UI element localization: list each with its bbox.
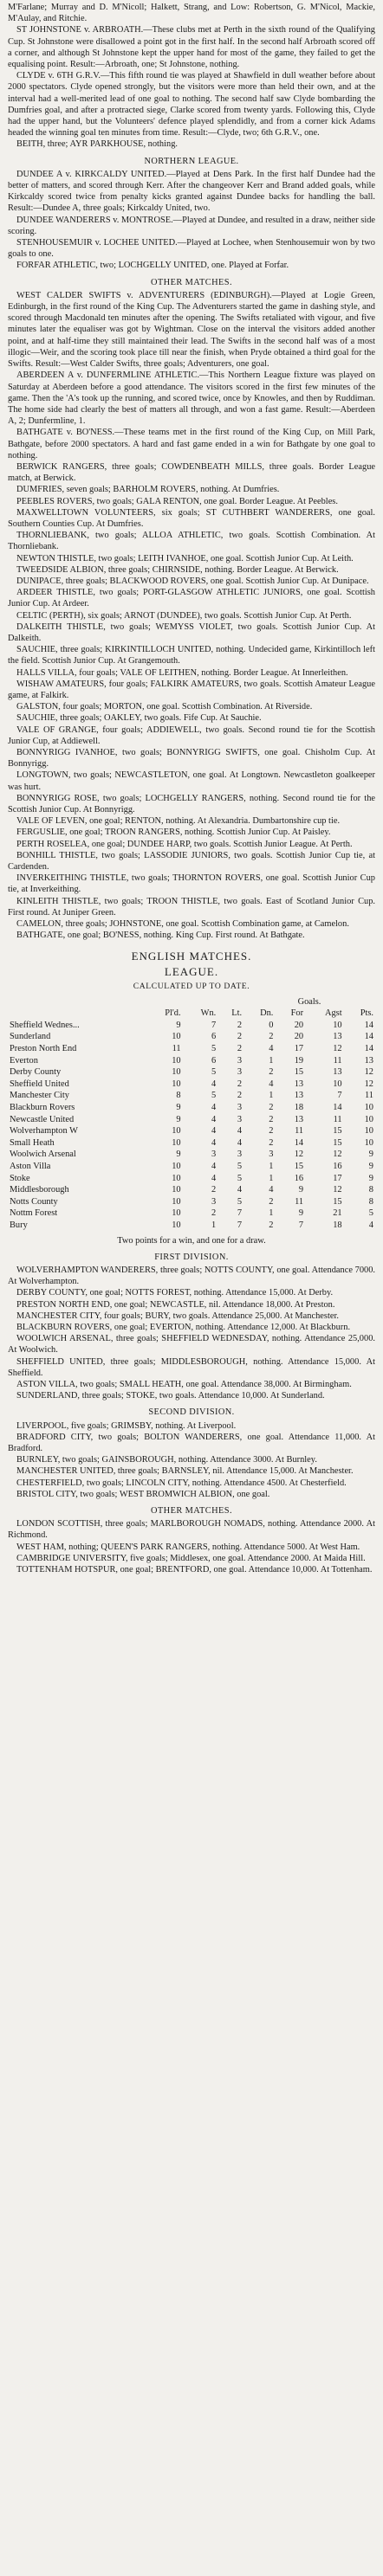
table-row	[8, 1161, 375, 1173]
table-row	[8, 1184, 375, 1196]
table-cell: 14	[364, 1032, 373, 1042]
table-cell: 9	[176, 1020, 181, 1030]
northern-league-reports	[8, 169, 375, 272]
table-cell: 10	[364, 1137, 373, 1148]
team-name: Small Heath	[10, 1137, 55, 1148]
table-cell: 2	[269, 1114, 274, 1124]
table-cell: 4	[211, 1126, 217, 1137]
match-report: BONNYRIGG ROSE, two goals; LOCHGELLY RANGERS, nothing. Second round tie for the Scottish Junior Cup. At Bonnyrigg.	[8, 793, 375, 815]
other-matches-heading: OTHER MATCHES.	[151, 277, 232, 287]
table-cell: 2	[269, 1196, 274, 1207]
team-name: Everton	[10, 1055, 38, 1066]
table-cell: 9	[298, 1208, 304, 1219]
league-table-body	[8, 1020, 375, 1232]
match-report: LONGTOWN, two goals; NEWCASTLETON, one goal. At Longtown. Newcastleton goalkeeper was hurt.	[8, 770, 375, 792]
table-row	[8, 1173, 375, 1185]
table-row	[8, 1114, 375, 1126]
table-cell: 1	[269, 1208, 274, 1219]
table-row	[8, 1020, 375, 1032]
match-report: CLYDE v. 6TH G.R.V.—This fifth round tie was played at Shawfield in dull weather before about 2000 spectators. Clyde opened strongly, but the visitors were more than held their own, and at the interval had a well-merited lead of one goal to nothing. The second half saw Clyde bombarding the Dumfries goal, and after a protracted siege, Clarke scored from twenty yards. Following this, Clyde had the upper hand, but the Volunteers' defence played splendidly, and from a corner kick Adams headed the winning goal ten minutes from time. Result:—Clyde, two; 6th G.R.V., one.	[8, 71, 375, 138]
table-cell: 11	[172, 1044, 181, 1054]
match-report: INVERKEITHING THISTLE, two goals; THORNTON ROVERS, one goal. Scottish Junior Cup tie, at Inverkeithing.	[8, 873, 375, 895]
table-cell: 10	[172, 1126, 181, 1137]
first-division-heading: FIRST DIVISION.	[154, 1252, 229, 1262]
table-cell: 2	[269, 1126, 274, 1137]
match-report: FORFAR ATHLETIC, two; LOCHGELLY UNITED, one. Played at Forfar.	[16, 261, 289, 271]
match-report: MAXWELLTOWN VOLUNTEERS, six goals; ST CUTHBERT WANDERERS, one goal. Southern Counties Cup. At Dumfries.	[8, 507, 375, 529]
match-report: BATHGATE v. BO'NESS.—These teams met in the first round of the King Cup, on Mill Park, Bathgate, before 2000 spectators. A hard and fast game ended in a win for Bathgate by one goal to nothing.	[8, 428, 375, 460]
table-cell: 2	[237, 1044, 243, 1054]
table-row	[8, 1090, 375, 1102]
match-report: PRESTON NORTH END, one goal; NEWCASTLE, nil. Attendance 18,000. At Preston.	[16, 1299, 335, 1310]
table-cell: 5	[211, 1067, 217, 1078]
table-cell: 4	[269, 1044, 274, 1054]
table-row	[8, 1102, 375, 1114]
match-report: ARDEER THISTLE, two goals; PORT-GLASGOW ATHLETIC JUNIORS, one goal. Scottish Junior Cup. At Ardeer.	[8, 588, 375, 609]
calculated-subheading: CALCULATED UP TO DATE.	[133, 982, 250, 992]
table-cell: 4	[211, 1103, 217, 1112]
match-report: SAUCHIE, three goals; KIRKINTILLOCH UNITED, nothing. Undecided game, Kirkintilloch left the field. Scottish Junior Cup. At Grangemouth.	[8, 645, 375, 667]
team-name: Stoke	[10, 1173, 30, 1183]
table-cell: 14	[364, 1020, 373, 1030]
table-cell: 4	[269, 1079, 274, 1089]
table-cell: 7	[211, 1020, 217, 1030]
table-cell: 18	[294, 1103, 304, 1112]
match-report: VALE OF GRANGE, four goals; ADDIEWELL, two goals. Second round tie for the Scottish Junior Cup, at Addiewell.	[8, 724, 375, 746]
match-report: SUNDERLAND, three goals; STOKE, two goals. Attendance 10,000. At Sunderland.	[16, 1391, 325, 1401]
league-table-header	[8, 1008, 375, 1020]
table-cell: 5	[211, 1091, 217, 1101]
table-cell: 10	[172, 1079, 181, 1089]
table-cell: 11	[295, 1196, 304, 1207]
table-cell: 10	[364, 1126, 373, 1137]
match-report: WOLVERHAMPTON WANDERERS, three goals; NOTTS COUNTY, one goal. Attendance 7000. At Wolverhampton.	[8, 1265, 375, 1287]
table-cell: 3	[211, 1196, 217, 1207]
second-division-reports	[8, 1420, 375, 1500]
table-cell: 10	[172, 1067, 181, 1078]
match-report: WEST HAM, nothing; QUEEN'S PARK RANGERS, nothing. Attendance 5000. At West Ham.	[16, 1542, 360, 1552]
table-cell: 15	[333, 1126, 342, 1137]
table-cell: 12	[333, 1044, 342, 1054]
match-report: SHEFFIELD UNITED, three goals; MIDDLESBOROUGH, nothing. Attendance 15,000. At Sheffield.	[8, 1356, 375, 1378]
table-cell: 4	[211, 1161, 217, 1171]
table-cell: 4	[211, 1079, 217, 1089]
table-cell: 9	[368, 1161, 373, 1171]
match-report: BERWICK RANGERS, three goals; COWDENBEATH MILLS, three goals. Border League match, at Berwick.	[8, 461, 375, 484]
table-row	[8, 1043, 375, 1055]
match-report: ABERDEEN A v. DUNFERMLINE ATHLETIC.—This Northern League fixture was played on Saturday at Aberdeen before a good attendance. The visitors scored in the first few minutes of the game. Then the 'A's took up the running, and scored twice, once by Knowles, and then by Ruddiman. The home side had clearly the best of matters all through, and won a fast game. Result:—Aberdeen A, 2; Dunfermline, 1.	[8, 370, 375, 427]
table-cell: 7	[237, 1220, 243, 1230]
match-report: MANCHESTER CITY, four goals; BURY, two goals. Attendance 25,000. At Manchester.	[16, 1311, 339, 1321]
second-division-heading: SECOND DIVISION.	[148, 1407, 235, 1418]
table-row	[8, 1208, 375, 1220]
table-cell: 10	[172, 1137, 181, 1148]
table-cell: 3	[237, 1055, 243, 1066]
team-name: Sheffield United	[10, 1079, 69, 1089]
team-name: Nottm Forest	[10, 1208, 58, 1219]
table-cell: 2	[237, 1032, 243, 1042]
table-cell: 11	[364, 1091, 373, 1101]
table-cell: 3	[237, 1067, 243, 1078]
table-cell: 10	[172, 1196, 181, 1207]
table-cell: 13	[333, 1032, 342, 1042]
match-report: BATHGATE, one goal; BO'NESS, nothing. King Cup. First round. At Bathgate.	[16, 931, 305, 941]
table-cell: 4	[211, 1137, 217, 1148]
goals-column-group: Goals.	[297, 996, 321, 1007]
match-report: DALKEITH THISTLE, two goals; WEMYSS VIOLET, two goals. Scottish Junior Cup. At Dalkeith.	[8, 621, 375, 643]
english-other-matches-reports	[8, 1518, 375, 1575]
table-cell: 2	[269, 1067, 274, 1078]
points-note: Two points for a win, and one for a draw.	[117, 1235, 266, 1246]
table-cell: 15	[294, 1067, 304, 1078]
league-column-header: Pl'd.	[165, 1008, 181, 1019]
table-cell: 6	[211, 1055, 217, 1066]
table-cell: 12	[364, 1067, 373, 1078]
table-cell: 3	[211, 1150, 217, 1160]
table-cell: 5	[211, 1044, 217, 1054]
table-cell: 12	[333, 1150, 342, 1160]
english-matches-heading: ENGLISH MATCHES.	[131, 950, 252, 963]
table-row	[8, 1125, 375, 1137]
match-report: ST JOHNSTONE v. ARBROATH.—These clubs met at Perth in the sixth round of the Qualifying Cup. St Johnstone were disallowed a point got in the first half. In the second half Arbroath scored off a corner, and although St Johnstone kept the upper hand for most of the game, they failed to get the equalising point. Result:—Arbroath, one; St Johnstone, nothing.	[8, 25, 375, 70]
table-cell: 2	[237, 1079, 243, 1089]
match-report: NEWTON THISTLE, two goals; LEITH IVANHOE, one goal. Scottish Junior Cup. At Leith.	[16, 553, 354, 564]
table-cell: 10	[333, 1079, 342, 1089]
match-report: CHESTERFIELD, two goals; LINCOLN CITY, nothing. Attendance 4500. At Chesterfield.	[16, 1478, 347, 1488]
team-name: Bury	[10, 1220, 28, 1230]
match-report: BLACKBURN ROVERS, one goal; EVERTON, nothing. Attendance 12,000. At Blackburn.	[16, 1322, 351, 1332]
match-report: CAMBRIDGE UNIVERSITY, five goals; Middlesex, one goal. Attendance 2000. At Maida Hill.	[16, 1553, 366, 1563]
league-column-header: For	[290, 1008, 304, 1019]
table-cell: 19	[294, 1055, 304, 1066]
table-cell: 3	[269, 1150, 274, 1160]
match-report: LONDON SCOTTISH, three goals; MARLBOROUGH NOMADS, nothing. Attendance 2000. At Richmond.	[8, 1519, 375, 1541]
table-cell: 4	[237, 1185, 243, 1195]
table-cell: 6	[211, 1032, 217, 1042]
match-report: WISHAW AMATEURS, four goals; FALKIRK AMATEURS, two goals. Scottish Amateur League game, at Falkirk.	[8, 679, 375, 700]
table-cell: 4	[368, 1220, 373, 1230]
table-row	[8, 1079, 375, 1091]
table-row	[8, 1066, 375, 1079]
team-name: Manchester City	[10, 1091, 69, 1101]
table-cell: 20	[294, 1032, 304, 1042]
team-name: Wolverhampton W	[10, 1126, 78, 1137]
league-column-header: Wn.	[200, 1008, 217, 1019]
northern-league-heading: NORTHERN LEAGUE.	[144, 156, 239, 166]
match-report: DUMFRIES, seven goals; BARHOLM ROVERS, nothing. At Dumfries.	[16, 485, 280, 495]
match-report: BURNLEY, two goals; GAINSBOROUGH, nothing. Attendance 3000. At Burnley.	[16, 1455, 317, 1465]
table-cell: 15	[294, 1161, 304, 1171]
table-cell: 4	[269, 1185, 274, 1195]
table-cell: 11	[295, 1126, 304, 1137]
match-report: BRISTOL CITY, two goals; WEST BROMWICH ALBION, one goal.	[16, 1489, 270, 1499]
match-report: GALSTON, four goals; MORTON, one goal. Scottish Combination. At Riverside.	[16, 702, 313, 712]
team-name: Middlesborough	[10, 1185, 69, 1195]
league-table	[8, 996, 375, 1232]
match-report: DUNIPACE, three goals; BLACKWOOD ROVERS, one goal. Scottish Junior Cup. At Dunipace.	[16, 576, 369, 586]
match-report: BEITH, three; AYR PARKHOUSE, nothing.	[16, 139, 178, 150]
table-cell: 5	[237, 1196, 243, 1207]
league-column-header: Pts.	[360, 1008, 373, 1019]
match-report: BONNYRIGG IVANHOE, two goals; BONNYRIGG SWIFTS, one goal. Chisholm Cup. At Bonnyrigg.	[8, 748, 375, 770]
table-cell: 17	[333, 1173, 342, 1183]
table-cell: 3	[237, 1103, 243, 1112]
league-column-header: Agst	[324, 1008, 342, 1019]
table-cell: 8	[176, 1091, 181, 1101]
table-cell: 0	[269, 1020, 274, 1030]
table-row	[8, 1149, 375, 1161]
table-cell: 10	[172, 1208, 181, 1219]
table-cell: 10	[172, 1055, 181, 1066]
match-report: KINLEITH THISTLE, two goals; TROON THISTLE, two goals. East of Scotland Junior Cup. First round. At Juniper Green.	[8, 896, 375, 918]
table-cell: 1	[269, 1161, 274, 1171]
table-cell: 10	[364, 1103, 373, 1112]
table-cell: 10	[172, 1032, 181, 1042]
match-report: DUNDEE A v. KIRKCALDY UNITED.—Played at Dens Park. In the first half Dundee had the better of matters, and scored through Kerr. After the changeover Kerr and Brand added goals, while Kirkcaldy scored twice from penalty kicks granted against Dundee backs for handling the ball. Result:—Dundee A, three goals; Kirkcaldy United, two.	[8, 169, 375, 214]
english-other-matches-heading: OTHER MATCHES.	[151, 1506, 232, 1516]
table-cell: 4	[237, 1126, 243, 1137]
table-row	[8, 1196, 375, 1208]
team-name: Woolwich Arsenal	[10, 1150, 76, 1160]
table-cell: 20	[294, 1020, 304, 1030]
match-report: FERGUSLIE, one goal; TROON RANGERS, nothing. Scottish Junior Cup. At Paisley.	[16, 828, 331, 838]
table-cell: 2	[269, 1137, 274, 1148]
table-cell: 10	[172, 1173, 181, 1183]
match-report: BONHILL THISTLE, two goals; LASSODIE JUNIORS, two goals. Scottish Junior Cup tie, at Cardenden.	[8, 850, 375, 873]
table-cell: 21	[333, 1208, 342, 1219]
table-cell: 9	[176, 1114, 181, 1124]
table-cell: 11	[333, 1055, 342, 1066]
table-cell: 7	[298, 1220, 304, 1230]
table-cell: 4	[237, 1137, 243, 1148]
table-cell: 12	[333, 1185, 342, 1195]
match-report: TWEEDSIDE ALBION, three goals; CHIRNSIDE, nothing. Border League. At Berwick.	[16, 564, 339, 575]
match-report: LIVERPOOL, five goals; GRIMSBY, nothing. At Liverpool.	[16, 1420, 237, 1431]
table-cell: 15	[333, 1137, 342, 1148]
table-cell: 10	[172, 1161, 181, 1171]
league-column-header: Lt.	[231, 1008, 243, 1019]
match-report: THORNLIEBANK, two goals; ALLOA ATHLETIC, two goals. Scottish Combination. At Thornliebank.	[8, 531, 375, 552]
table-cell: 12	[294, 1150, 304, 1160]
team-name: Blackburn Rovers	[10, 1103, 75, 1112]
table-cell: 4	[211, 1114, 217, 1124]
table-cell: 5	[368, 1208, 373, 1219]
match-report: PEEBLES ROVERS, two goals; GALA RENTON, one goal. Border League. At Peebles.	[16, 496, 338, 506]
table-cell: 4	[211, 1173, 217, 1183]
match-report: PERTH ROSELEA, one goal; DUNDEE HARP, two goals. Scottish Junior League. At Perth.	[16, 839, 353, 849]
table-cell: 10	[172, 1220, 181, 1230]
table-row	[8, 1220, 375, 1232]
league-column-header	[8, 1008, 146, 1020]
table-cell: 10	[333, 1020, 342, 1030]
table-cell: 2	[269, 1220, 274, 1230]
table-cell: 7	[237, 1208, 243, 1219]
table-cell: 3	[237, 1150, 243, 1160]
match-report: MANCHESTER UNITED, three goals; BARNSLEY, nil. Attendance 15,000. At Manchester.	[16, 1466, 354, 1477]
team-name: Aston Villa	[10, 1161, 51, 1171]
match-report: SAUCHIE, three goals; OAKLEY, two goals. Fife Cup. At Sauchie.	[16, 713, 262, 724]
table-cell: 2	[269, 1032, 274, 1042]
match-report: DERBY COUNTY, one goal; NOTTS FOREST, nothing. Attendance 15,000. At Derby.	[16, 1288, 334, 1298]
table-cell: 1	[269, 1091, 274, 1101]
match-report: CELTIC (PERTH), six goals; ARNOT (DUNDEE), two goals. Scottish Junior Cup. At Perth.	[16, 610, 352, 621]
table-cell: 1	[269, 1173, 274, 1183]
team-name: Sunderland	[10, 1032, 51, 1042]
table-cell: 9	[176, 1103, 181, 1112]
match-report: M'Farlane; Murray and D. M'Nicoll; Halkett, Strang, and Low: Robertson, G. M'Nicol, Mackie, M'Aulay, and Ritchie.	[8, 3, 375, 24]
table-cell: 11	[333, 1114, 342, 1124]
table-cell: 1	[269, 1055, 274, 1066]
table-cell: 17	[294, 1044, 304, 1054]
match-report: VALE OF LEVEN, one goal; RENTON, nothing. At Alexandria. Dumbartonshire cup tie.	[16, 816, 341, 827]
match-report: HALLS VILLA, four goals; VALE OF LEITHEN, nothing. Border League. At Innerleithen.	[16, 667, 348, 678]
table-cell: 14	[364, 1044, 373, 1054]
table-cell: 9	[298, 1185, 304, 1195]
match-report: STENHOUSEMUIR v. LOCHEE UNITED.—Played at Lochee, when Stenhousemuir won by two goals to one.	[8, 238, 375, 260]
match-report: BRADFORD CITY, two goals; BOLTON WANDERERS, one goal. Attendance 11,000. At Bradford.	[8, 1432, 375, 1453]
table-cell: 5	[237, 1161, 243, 1171]
other-matches-reports	[8, 290, 375, 942]
table-cell: 2	[237, 1091, 243, 1101]
table-cell: 1	[211, 1220, 217, 1230]
table-cell: 13	[294, 1114, 304, 1124]
table-cell: 9	[176, 1150, 181, 1160]
table-row	[8, 1137, 375, 1150]
table-cell: 7	[337, 1091, 342, 1101]
table-cell: 9	[368, 1173, 373, 1183]
team-name: Preston North End	[10, 1044, 77, 1054]
match-report: WOOLWICH ARSENAL, three goals; SHEFFIELD WEDNESDAY, nothing. Attendance 25,000. At Woolwich.	[8, 1334, 375, 1356]
team-name: Derby County	[10, 1067, 62, 1078]
table-cell: 10	[364, 1114, 373, 1124]
table-cell: 2	[237, 1020, 243, 1030]
table-cell: 5	[237, 1173, 243, 1183]
table-cell: 13	[294, 1091, 304, 1101]
table-cell: 2	[211, 1208, 217, 1219]
table-cell: 14	[333, 1103, 342, 1112]
first-division-reports	[8, 1265, 375, 1401]
table-cell: 15	[333, 1196, 342, 1207]
top-reports	[8, 2, 375, 151]
league-column-header: Dn.	[260, 1008, 274, 1019]
table-cell: 2	[211, 1185, 217, 1195]
table-cell: 8	[368, 1185, 373, 1195]
table-cell: 8	[368, 1196, 373, 1207]
team-name: Sheffield Wednes...	[10, 1020, 80, 1030]
table-cell: 14	[294, 1137, 304, 1148]
team-name: Notts County	[10, 1196, 58, 1207]
table-cell: 16	[333, 1161, 342, 1171]
table-cell: 2	[269, 1103, 274, 1112]
table-row	[8, 1055, 375, 1067]
table-cell: 16	[294, 1173, 304, 1183]
match-report: WEST CALDER SWIFTS v. ADVENTURERS (EDINBURGH).—Played at Logie Green, Edinburgh, in the first round of the King Cup. The Adventurers started the game in dashing style, and scored through Macdonald ten minutes after the opening. The Swifts retaliated with vigour, and five minutes later the equaliser was got by Wightman. Close on the interval the visitors added another point, and at half-time they still maintained their lead. The Swifts in the second half was of a most illogic—Weir, and the scoring took place till near the finish, when Pryde obtained a third goal for the Swifts. Result:—West Calder Swifts, three goals; Adventurers, one goal.	[8, 290, 375, 370]
table-row	[8, 1031, 375, 1043]
table-cell: 9	[368, 1150, 373, 1160]
table-cell: 13	[364, 1055, 373, 1066]
table-cell: 13	[333, 1067, 342, 1078]
team-name: Newcastle United	[10, 1114, 75, 1124]
league-table-goals-row	[8, 996, 375, 1008]
table-cell: 13	[294, 1079, 304, 1089]
match-report: ASTON VILLA, two goals; SMALL HEATH, one goal. Attendance 38,000. At Birmingham.	[16, 1379, 352, 1389]
match-report: DUNDEE WANDERERS v. MONTROSE.—Played at Dundee, and resulted in a draw, neither side scoring.	[8, 215, 376, 236]
table-cell: 3	[237, 1114, 243, 1124]
match-report: CAMELON, three goals; JOHNSTONE, one goal. Scottish Combination game, at Camelon.	[16, 919, 349, 930]
table-cell: 18	[333, 1220, 342, 1230]
match-report: TOTTENHAM HOTSPUR, one goal; BRENTFORD, one goal. Attendance 10,000. At Tottenham.	[16, 1565, 373, 1575]
table-cell: 10	[172, 1185, 181, 1195]
table-cell: 12	[364, 1079, 373, 1089]
league-heading: LEAGUE.	[164, 965, 219, 979]
